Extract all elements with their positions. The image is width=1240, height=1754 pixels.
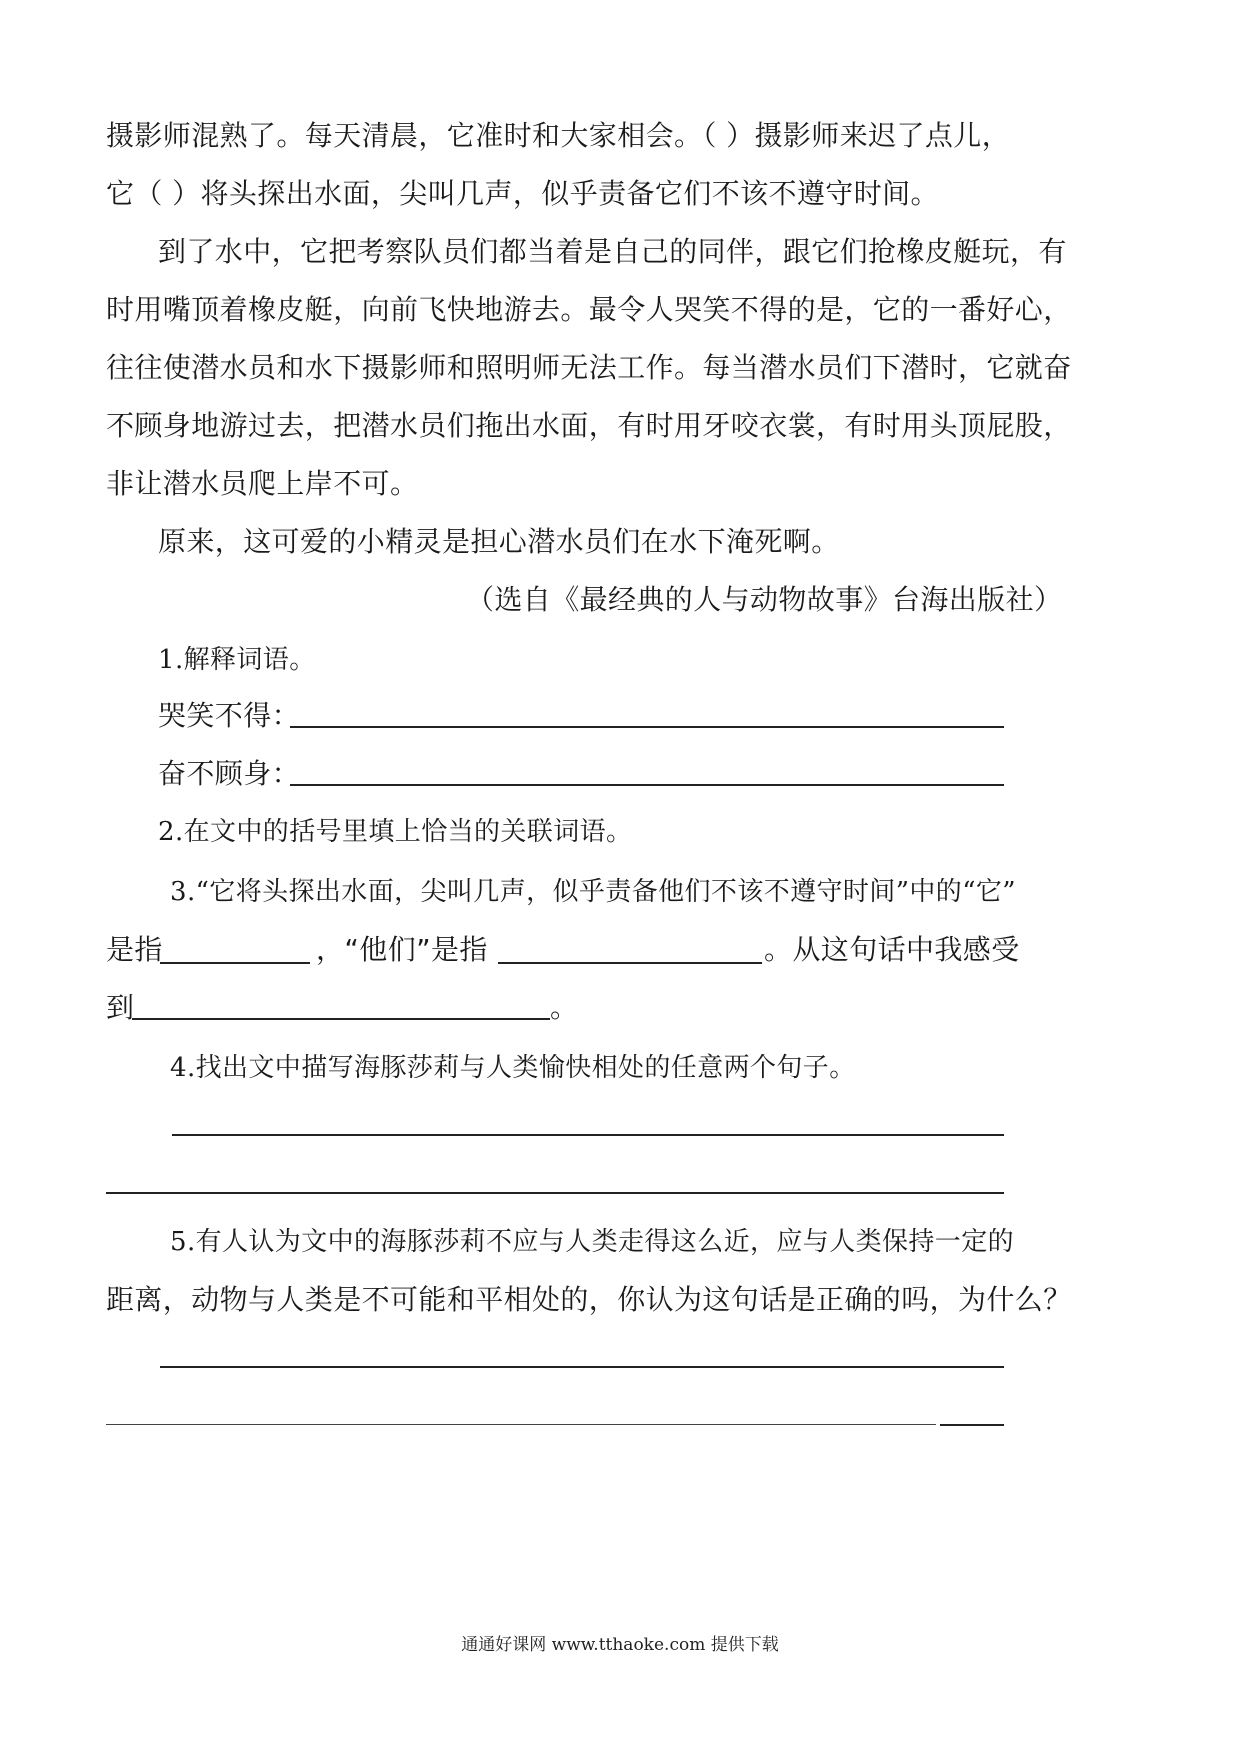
passage-line: 它（ ）将头探出水面，尖叫几声，似乎责备它们不该不遵守时间。 <box>106 177 939 210</box>
answer-line[interactable] <box>160 962 310 964</box>
answer-line[interactable] <box>160 1366 1004 1368</box>
question-1-word-1: 哭笑不得： <box>158 699 301 732</box>
question-3-prefix: 是指 <box>106 933 163 966</box>
question-3-middle: ，“他们”是指 <box>316 933 488 966</box>
passage-line: 原来，这可爱的小精灵是担心潜水员们在水下淹死啊。 <box>158 525 840 558</box>
question-3-line-1: 3.“它将头探出水面，尖叫几声，似乎责备他们不该不遵守时间”中的“它” <box>170 877 1016 907</box>
answer-line[interactable] <box>172 1134 1004 1136</box>
question-5-line-1: 5.有人认为文中的海豚莎莉不应与人类走得这么近，应与人类保持一定的 <box>170 1227 1015 1257</box>
answer-line[interactable] <box>498 962 762 964</box>
question-3-prefix-2: 到 <box>106 991 135 1024</box>
passage-line: 摄影师混熟了。每天清晨，它准时和大家相会。（ ）摄影师来迟了点儿， <box>106 119 1011 152</box>
question-1-word-2: 奋不顾身： <box>158 757 301 790</box>
passage-line: 往往使潜水员和水下摄影师和照明师无法工作。每当潜水员们下潜时，它就奋 <box>106 351 1072 384</box>
question-5-line-2: 距离，动物与人类是不可能和平相处的，你认为这句话是正确的吗，为什么？ <box>106 1283 1072 1316</box>
answer-line[interactable] <box>106 1424 936 1425</box>
passage-line: 不顾身地游过去，把潜水员们拖出水面，有时用牙咬衣裳，有时用头顶屁股， <box>106 409 1072 442</box>
question-2: 2.在文中的括号里填上恰当的关联词语。 <box>158 817 633 847</box>
footer-credit: 通通好课网 www.tthaoke.com 提供下载 <box>461 1635 779 1655</box>
question-3-suffix: 。从这句话中我感受 <box>764 933 1020 966</box>
answer-line[interactable] <box>290 726 1004 728</box>
answer-line[interactable] <box>290 784 1004 786</box>
question-1-title: 1.解释词语。 <box>158 645 316 675</box>
source-citation: （选自《最经典的人与动物故事》台海出版社） <box>466 583 1063 616</box>
question-3-end: 。 <box>550 991 579 1024</box>
answer-line[interactable] <box>106 1192 1004 1194</box>
passage-line: 时用嘴顶着橡皮艇，向前飞快地游去。最令人哭笑不得的是，它的一番好心， <box>106 293 1072 326</box>
answer-line[interactable] <box>132 1018 550 1020</box>
passage-line: 到了水中，它把考察队员们都当着是自己的同伴，跟它们抢橡皮艇玩，有 <box>158 235 1067 268</box>
answer-line[interactable] <box>940 1424 1004 1426</box>
question-4: 4.找出文中描写海豚莎莉与人类愉快相处的任意两个句子。 <box>170 1053 856 1083</box>
passage-line: 非让潜水员爬上岸不可。 <box>106 467 419 500</box>
